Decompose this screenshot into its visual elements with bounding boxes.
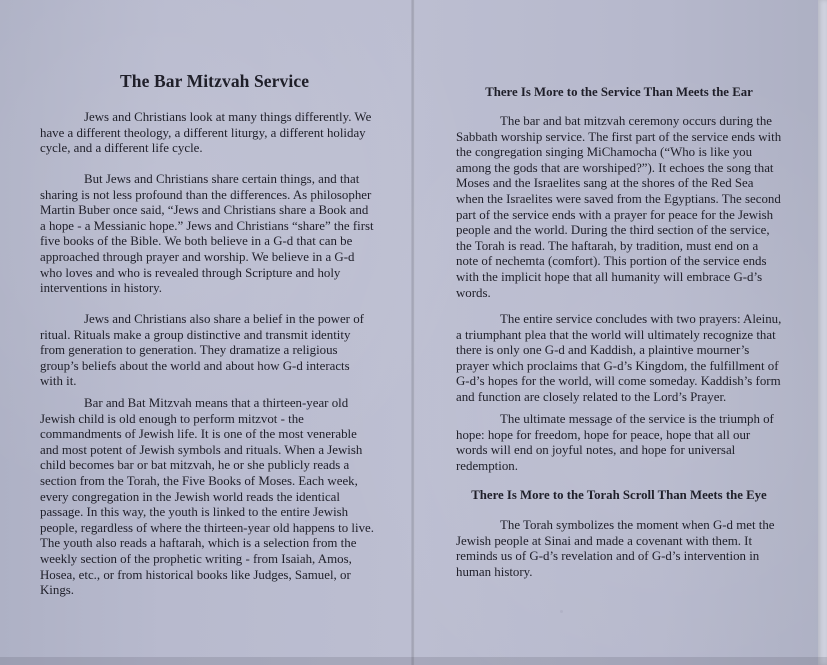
right-page: [456, 0, 782, 665]
section-heading: There Is More to the Service Than Meets the Ear: [485, 85, 753, 99]
paragraph-text: But Jews and Christians share certain things, and that sharing is not less profound than the differences. As philosopher Martin Buber once said, “Jews and Christians share a Book and a hope - a Messianic hope.” Jews and Christians “share” the first five books of the Bible. We both believe in a G-d that can be approached through prayer and worship. We believe in a G-d who loves and who is revealed through Scripture and holy interventions in history.: [40, 172, 374, 296]
paragraph: [40, 312, 374, 390]
paragraph: [40, 396, 374, 599]
center-fold: [411, 0, 415, 665]
paper-edge: [818, 0, 827, 665]
paragraph-text: Bar and Bat Mitzvah means that a thirteen-year old Jewish child is old enough to perform mitzvot - the commandments of Jewish life. It is one of the most venerable and most potent of Jewish symbols and rituals. When a Jewish child becomes bar or bat mitzvah, he or she publicly reads a section from the Torah, the Five Books of Moses. Each week, every congregation in the Jewish world reads the identical passage. In this way, the youth is linked to the entire Jewish people, regardless of where the thirteen-year old happens to live. The youth also reads a haftarah, which is a selection from the weekly section of the prophetic writing - from Isaiah, Amos, Hosea, etc., or from historical books like Judges, Samuel, or Kings.: [40, 396, 374, 598]
paragraph-text: Jews and Christians also share a belief in the power of ritual. Rituals make a group distinctive and transmit identity from generation to generation. They dramatize a religious group’s beliefs about the world and about how G-d interacts with it.: [40, 312, 364, 389]
paragraph: [456, 412, 782, 474]
paragraph-text: The Torah symbolizes the moment when G-d met the Jewish people at Sinai and made a covenant with them. It reminds us of G-d’s revelation and of G-d’s intervention in human history.: [456, 518, 775, 579]
paragraph: [40, 172, 374, 297]
paragraph: [456, 312, 782, 406]
left-page: [40, 0, 374, 665]
paragraph: [40, 110, 374, 157]
page-title: The Bar Mitzvah Service: [120, 71, 310, 91]
section-heading: There Is More to the Torah Scroll Than Meets the Eye: [471, 488, 767, 502]
paragraph: [456, 518, 782, 580]
paragraph-text: The ultimate message of the service is the triumph of hope: hope for freedom, hope for peace, hope that all our words will end on joyful notes, and hope for universal redemption.: [456, 412, 774, 473]
paragraph: [456, 114, 782, 301]
paragraph-text: Jews and Christians look at many things differently. We have a different theology, a different liturgy, a different holiday cycle, and a different life cycle.: [40, 110, 372, 156]
paragraph-text: The entire service concludes with two prayers: Aleinu, a triumphant plea that the world will ultimately recognize that there is only one G-d and Kaddish, a plaintive mourner’s prayer which proclaims that G-d’s Kingdom, the fulfillment of G-d’s hopes for the world, will come someday. Kaddish’s form and function are closely related to the Lord’s Prayer.: [456, 312, 782, 404]
paragraph-text: The bar and bat mitzvah ceremony occurs during the Sabbath worship service. The first part of the service ends with the congregation singing MiChamocha (“Who is like you among the gods that are worshiped?”). It echoes the song that Moses and the Israelites sang at the shores of the Red Sea when the Israelites were saved from the Egyptians. The second part of the service ends with a prayer for peace for the Jewish people and the world. During the third section of the service, the Torah is read. The haftarah, by tradition, must end on a note of nechemta (comfort). This portion of the service ends with the implicit hope that all humanity will embrace G-d’s words.: [456, 114, 782, 300]
